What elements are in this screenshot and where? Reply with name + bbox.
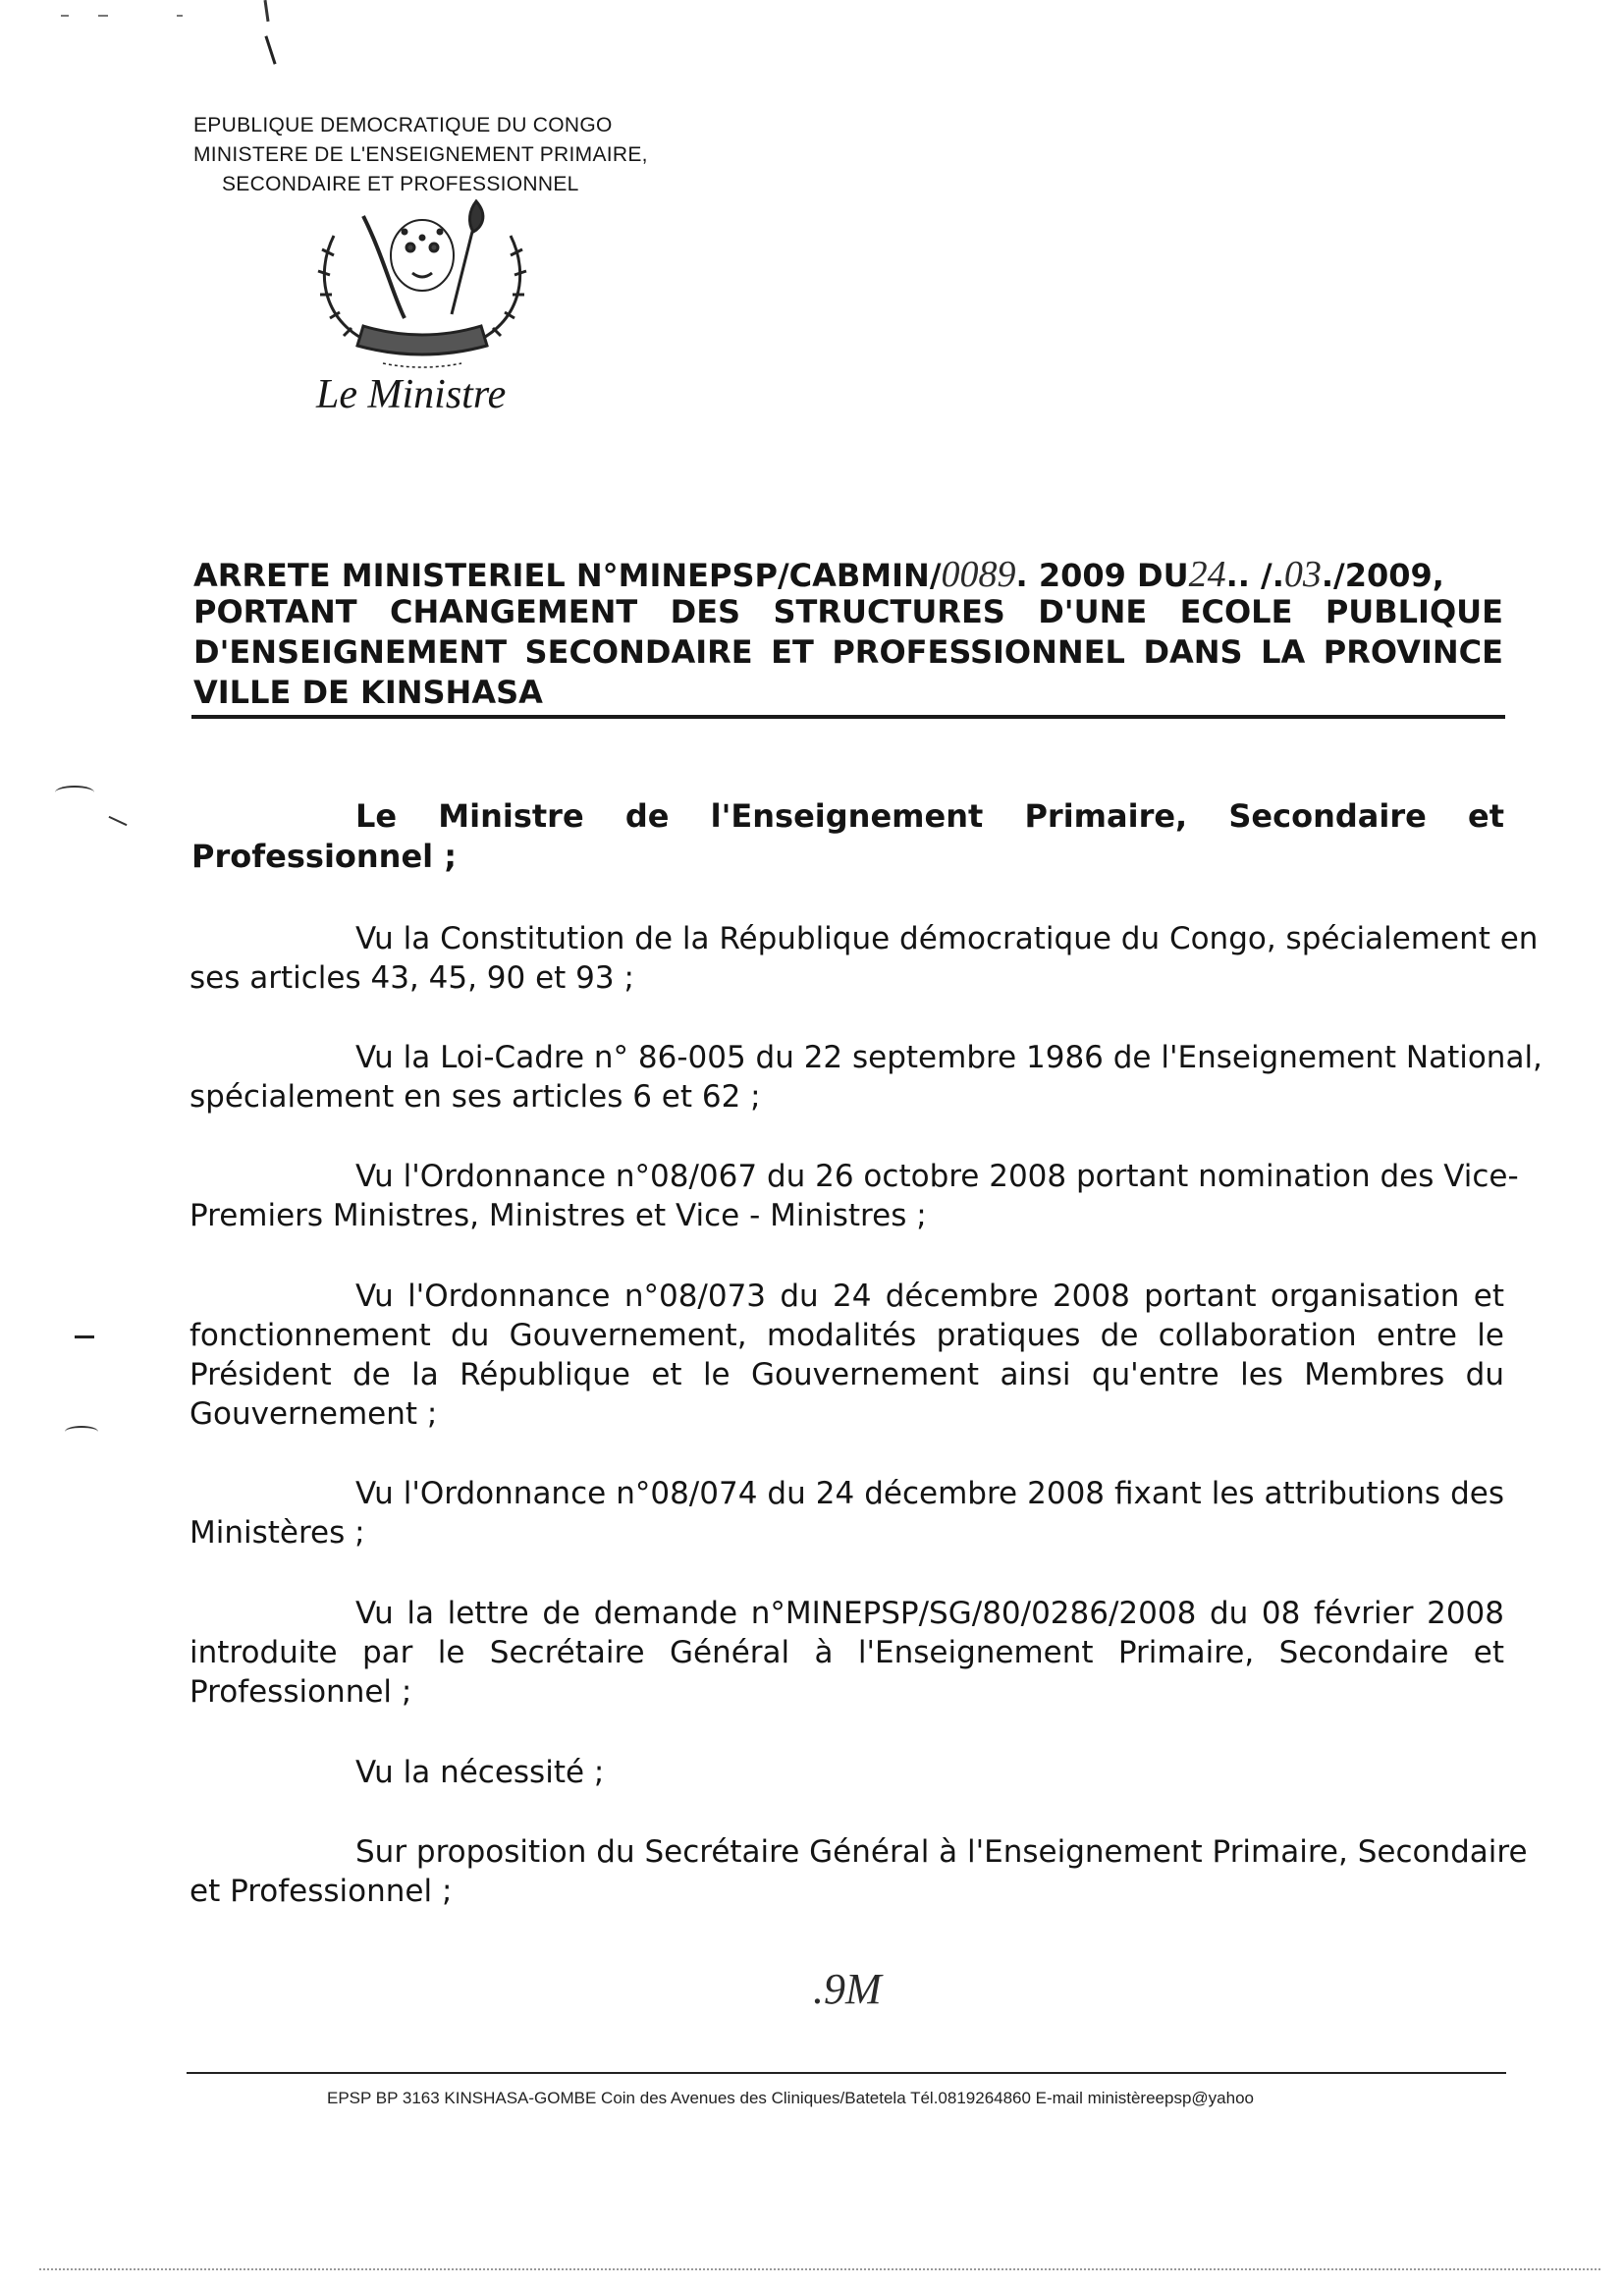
title-underline	[191, 715, 1505, 719]
para4-line4: Gouvernement ;	[189, 1396, 438, 1432]
decree-title-line2: PORTANT CHANGEMENT DES STRUCTURES D'UNE ECOLE PUBLIQUE	[193, 593, 1503, 630]
margin-mark	[75, 1335, 94, 1338]
para5-line1: Vu l'Ordonnance n°08/074 du 24 décembre 2008 fixant les attributions des	[355, 1476, 1504, 1511]
para1-line1: Vu la Constitution de la République démocratique du Congo, spécialement en	[355, 921, 1539, 956]
para5-line2: Ministères ;	[189, 1515, 365, 1551]
coat-of-arms-icon	[295, 196, 550, 373]
para6-line1: Vu la lettre de demande n°MINEPSP/SG/80/0286/2008 du 08 février 2008	[355, 1596, 1504, 1631]
decree-title-line1	[193, 553, 1444, 596]
header-ministry: MINISTERE DE L'ENSEIGNEMENT PRIMAIRE,	[193, 143, 648, 166]
margin-mark	[55, 786, 94, 799]
coat-of-arms-emblem	[295, 196, 550, 373]
decree-title-suffix: ./2009,	[1321, 557, 1444, 594]
para8-line1: Sur proposition du Secrétaire Général à l'Enseignement Primaire, Secondaire	[355, 1834, 1528, 1870]
para1-line2: ses articles 43, 45, 90 et 93 ;	[189, 960, 634, 996]
handwritten-month: 03	[1283, 554, 1322, 595]
handwritten-day: 24	[1188, 554, 1226, 595]
para2-line1: Vu la Loi-Cadre n° 86-005 du 22 septembre 1986 de l'Enseignement National,	[355, 1040, 1543, 1075]
scan-edge	[39, 2268, 1600, 2270]
handwritten-decree-number: 0089	[941, 554, 1016, 595]
para4-line1: Vu l'Ordonnance n°08/073 du 24 décembre 2008 portant organisation et	[355, 1279, 1504, 1314]
header-republic: EPUBLIQUE DEMOCRATIQUE DU CONGO	[193, 114, 613, 136]
decree-title-middle: . 2009 DU	[1015, 557, 1189, 594]
decree-title-line3: D'ENSEIGNEMENT SECONDAIRE ET PROFESSIONNEL DANS LA PROVINCE	[193, 633, 1503, 671]
para6-line3: Professionnel ;	[189, 1674, 412, 1710]
handwritten-initials: .9M	[813, 1965, 882, 2013]
intro-line2: Professionnel ;	[191, 838, 458, 875]
para2-line2: spécialement en ses articles 6 et 62 ;	[189, 1079, 761, 1115]
margin-mark	[109, 816, 128, 826]
margin-mark	[65, 1426, 98, 1438]
para3-line2: Premiers Ministres, Ministres et Vice - Ministres ;	[189, 1198, 927, 1233]
para6-line2: introduite par le Secrétaire Général à l'Enseignement Primaire, Secondaire et	[189, 1635, 1504, 1670]
decree-title-line4: VILLE DE KINSHASA	[193, 674, 543, 711]
para7-line1: Vu la nécessité ;	[355, 1755, 605, 1790]
footer-rule	[187, 2072, 1506, 2074]
para4-line3: Président de la République et le Gouvernement ainsi qu'entre les Membres du	[189, 1357, 1504, 1392]
intro-line1: Le Ministre de l'Enseignement Primaire, Secondaire et	[355, 797, 1504, 835]
minister-label: Le Ministre	[316, 372, 507, 417]
decree-title-prefix: ARRETE MINISTERIEL N°MINEPSP/CABMIN/	[193, 557, 942, 594]
para8-line2: et Professionnel ;	[189, 1874, 453, 1909]
footer-address: EPSP BP 3163 KINSHASA-GOMBE Coin des Avenues des Cliniques/Batetela Tél.0819264860 E-mail ministèreepsp@yahoo	[327, 2089, 1254, 2107]
decree-title-sep: .. /.	[1225, 557, 1284, 594]
para4-line2: fonctionnement du Gouvernement, modalités pratiques de collaboration entre le	[189, 1318, 1504, 1353]
header-ministry-sub: SECONDAIRE ET PROFESSIONNEL	[222, 173, 579, 195]
para3-line1: Vu l'Ordonnance n°08/067 du 26 octobre 2008 portant nomination des Vice-	[355, 1159, 1519, 1194]
